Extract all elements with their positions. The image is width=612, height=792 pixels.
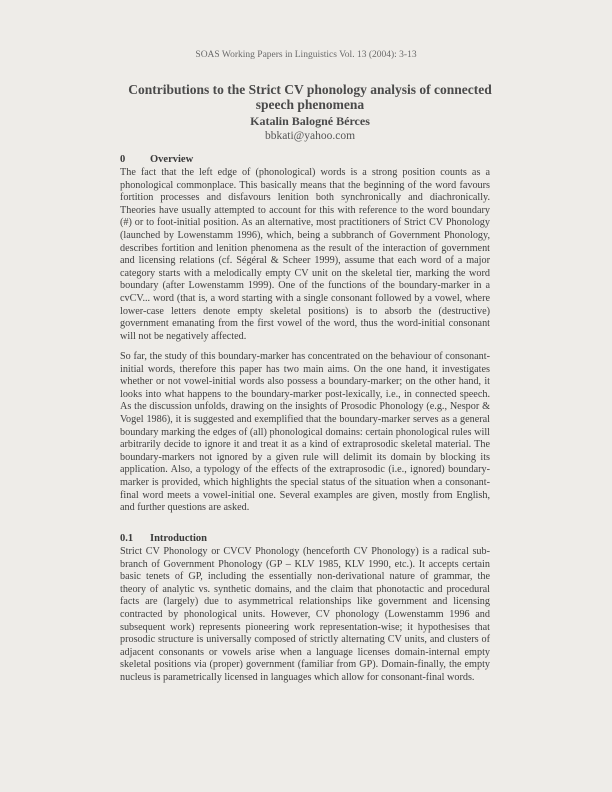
body-paragraph (120, 351, 490, 515)
section-number: 0.1 (120, 533, 134, 544)
section-title: Overview (150, 154, 194, 165)
paragraph-text: Strict CV Phonology or CVCV Phonology (henceforth CV Phonology) is a radical sub-branch of Government Phonology (GP – KLV 1985, KLV 1990, etc.). It accepts certain basic tenets of GP, including the essentially non-derivational nature of grammar, the theory of analytic vs. synthetic domains, and the claim that phonotactic and procedural facts are (largely) due to asymmetrical relationships like government and licensing contracted by phonological units. However, CV phonology (Lowenstamm 1996 and subsequent work) represents pioneering work representation-wise; it hypothesises that prosodic structure is universally composed of strictly alternating CV units, and clusters of adjacent consonants or vowels arise when a language licenses domain-internal empty skeletal positions via (proper) government (familiar from GP). Domain-finally, the empty nucleus is parametrically licensed in languages which allow for consonant-final words. (120, 546, 490, 683)
section-title: Introduction (150, 533, 207, 544)
body-paragraph (120, 546, 490, 685)
running-header: SOAS Working Papers in Linguistics Vol. 13 (2004): 3-13 (195, 50, 417, 60)
paragraph-text: The fact that the left edge of (phonological) words is a strong position counts as a phonological commonplace. This basically means that the beginning of the word favours fortition processes and disfavours lenition both synchronically and diachronically. Theories have usually attempted to account for this with reference to the word boundary (#) or to foot-initial position. As an alternative, most practitioners of Strict CV Phonology (launched by Lowenstamm 1996), which, being a subbranch of Government Phonology, describes fortition and lenition phenomena as the result of the interaction of government and licensing relations (cf. Ségéral & Scheer 1999), assume that each word of a major category starts with a melodically empty CV unit on the skeletal tier, marking the word boundary (after Lowenstamm 1999). One of the functions of the boundary-marker in a cvCV... word (that is, a word starting with a single consonant followed by a vowel, where lower-case letters denote empty skeletal positions) is to absorb the (destructive) government emanating from the first vowel of the word, thus the word-initial consonant will not be negatively affected. (120, 167, 490, 342)
author-email: bbkati@yahoo.com (264, 130, 356, 142)
paper-title: Contributions to the Strict CV phonology analysis of connected speech phenomena (128, 82, 492, 112)
author-name: Katalin Balogné Bérces (250, 114, 370, 128)
body-paragraph (120, 167, 490, 343)
title-block (110, 82, 510, 143)
paragraph-text: So far, the study of this boundary-marker has concentrated on the behaviour of consonant-initial words, therefore this paper has two main aims. On the one hand, it investigates whether or not vowel-initial words also possess a boundary-marker; on the other hand, it looks into what happens to the boundary-marker post-lexically, i.e., in connected speech. As the discussion unfolds, drawing on the insights of Prosodic Phonology (e.g., Nespor & Vogel 1986), it is suggested and exemplified that the boundary-marker serves as a general boundary marking the edges of (all) phonological domains: certain phonological rules will arbitrarily decide to ignore it and treat it as a kind of extraprosodic skeletal material. The boundary-markers not ignored by a given rule will delimit its domain by blocking its application. Also, a typology of the effects of the extraprosodic (i.e., ignored) boundary-marker is provided, which highlights the special status of the situation when a consonant-final word meets a vowel-initial one. Several examples are given, mostly from English, and further questions are asked. (120, 351, 490, 514)
section-number: 0 (120, 154, 126, 165)
section-heading-introduction (120, 533, 207, 544)
section-heading-overview (120, 154, 193, 165)
